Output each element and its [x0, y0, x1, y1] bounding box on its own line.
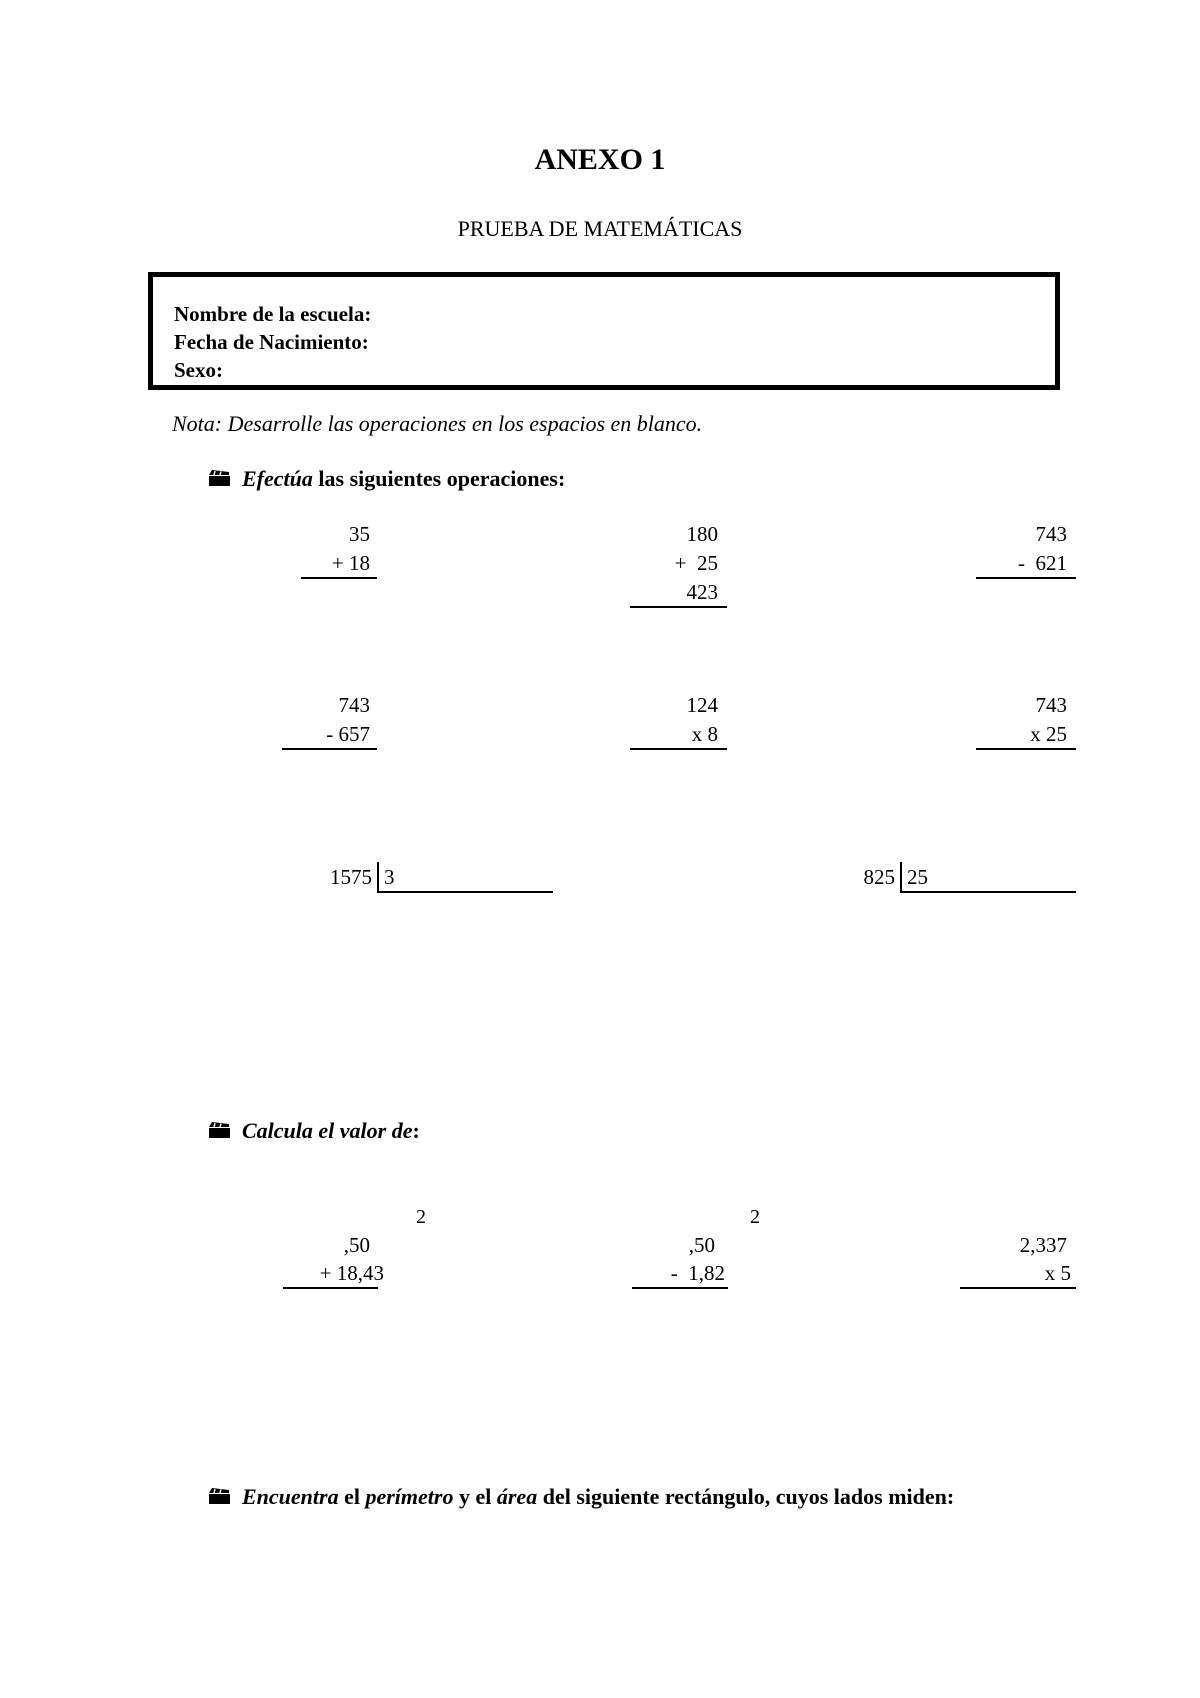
calc1-superscript: 2 [416, 1206, 426, 1228]
op3-top: 743 [1035, 522, 1067, 546]
section-heading-text: Calcula el valor de [242, 1118, 413, 1143]
op6-top: 743 [1035, 693, 1067, 717]
calc2-superscript: 2 [750, 1206, 760, 1228]
op6-bottom: x 25 [1030, 722, 1067, 746]
op1-top: 35 [349, 522, 370, 546]
calc2-top: ,50 [688, 1233, 715, 1257]
division1-dividend: 1575 [330, 865, 372, 889]
section-heading-calculate [208, 1118, 420, 1144]
clapperboard-icon [208, 469, 232, 487]
calc3-bottom: x 5 [1044, 1261, 1071, 1285]
division1-rule [377, 891, 553, 893]
text-el: el [338, 1484, 366, 1509]
student-info-box [148, 272, 1060, 390]
op2-bottom: + 25 [674, 551, 718, 575]
calc3-rule [960, 1287, 1076, 1289]
section-colon: : [412, 1118, 420, 1143]
school-name-label: Nombre de la escuela: [174, 302, 372, 326]
op4-top: 743 [338, 693, 370, 717]
calc1-rule [283, 1287, 378, 1289]
section-verb: Efectúa [242, 466, 313, 491]
division1-divisor: 3 [384, 865, 395, 889]
op2-top: 180 [686, 522, 718, 546]
op4-bottom: - 657 [326, 722, 370, 746]
word-encuentra: Encuentra [242, 1484, 339, 1509]
birth-date-label: Fecha de Nacimiento: [174, 330, 369, 354]
division2-bar [900, 862, 902, 892]
clapperboard-icon [208, 1121, 232, 1139]
clapperboard-icon [208, 1487, 232, 1505]
word-perimetro: perímetro [365, 1484, 454, 1509]
calc2-bottom: - 1,82 [670, 1261, 725, 1285]
op1-bottom: + 18 [331, 551, 370, 575]
page-subtitle: PRUEBA DE MATEMÁTICAS [457, 216, 743, 241]
division2-divisor: 25 [907, 865, 928, 889]
calc2-rule [632, 1287, 728, 1289]
section-heading-rectangle [208, 1484, 954, 1510]
word-area: área [496, 1484, 538, 1509]
calc1-bottom: + 18,43 [319, 1261, 384, 1285]
instructions-note: Nota: Desarrolle las operaciones en los espacios en blanco. [172, 411, 703, 436]
op1-rule [301, 577, 377, 579]
op5-top: 124 [686, 693, 718, 717]
division2-rule [900, 891, 1076, 893]
sex-label: Sexo: [174, 358, 223, 382]
op3-rule [976, 577, 1076, 579]
page-title: ANEXO 1 [534, 143, 666, 176]
op4-rule [282, 748, 377, 750]
calc3-top: 2,337 [1019, 1233, 1067, 1257]
text-y-el: y el [453, 1484, 497, 1509]
op2-rule [630, 606, 727, 608]
op5-rule [630, 748, 727, 750]
op2-third: 423 [686, 580, 718, 604]
op6-rule [976, 748, 1076, 750]
section-heading-operations [208, 466, 565, 492]
section-text: las siguientes operaciones: [312, 466, 566, 491]
calc1-top: ,50 [343, 1233, 370, 1257]
op5-bottom: x 8 [691, 722, 718, 746]
op3-bottom: - 621 [1018, 551, 1067, 575]
division1-bar [377, 862, 379, 892]
text-rest: del siguiente rectángulo, cuyos lados miden: [537, 1484, 955, 1509]
division2-dividend: 825 [863, 865, 895, 889]
